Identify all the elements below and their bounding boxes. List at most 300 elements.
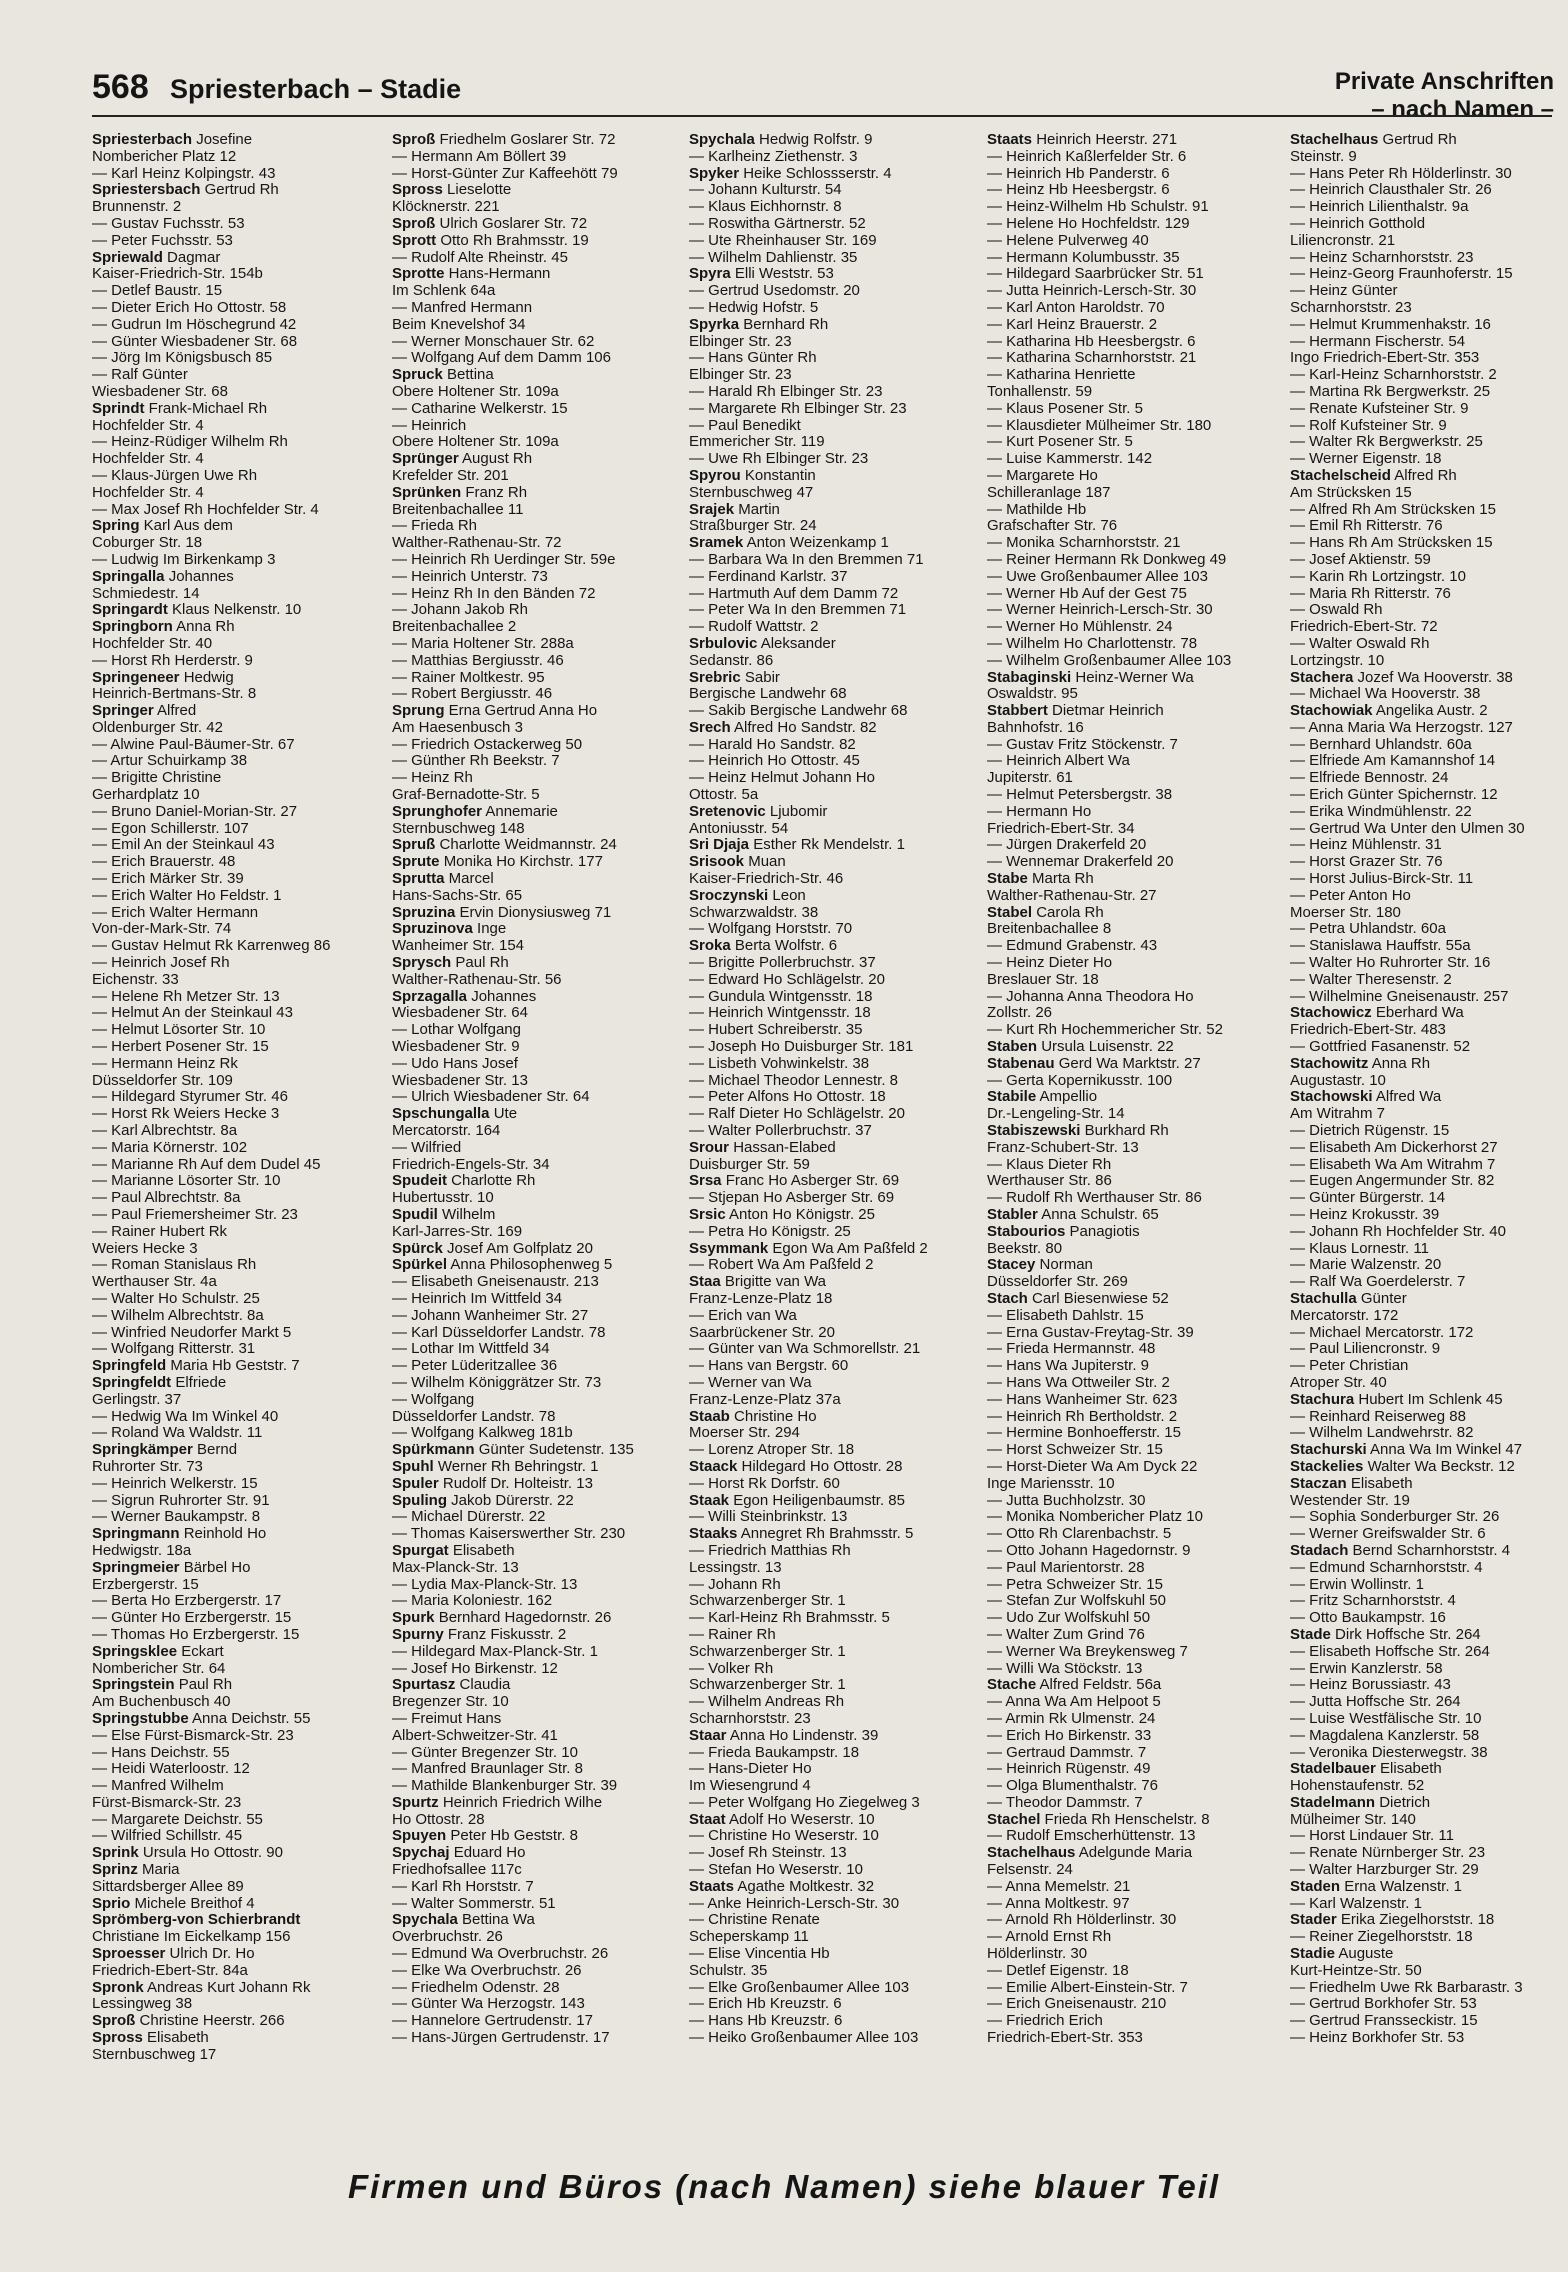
directory-entry <box>92 1022 384 1039</box>
entry-surname: Spross <box>392 181 443 199</box>
entry-text: Anna Wa Im Winkel 47 <box>1370 1441 1523 1459</box>
entry-text: Mercatorstr. 172 <box>1290 1306 1399 1324</box>
entry-text: Ursula Luisenstr. 22 <box>1041 1038 1174 1056</box>
directory-entry <box>392 1845 684 1862</box>
directory-entry <box>92 367 384 384</box>
directory-entry <box>1290 1375 1568 1392</box>
entry-text: Inge <box>477 920 507 938</box>
directory-entry <box>92 989 384 1006</box>
entry-text: Elisabeth <box>452 1541 515 1559</box>
section-title-line2: – nach Namen – <box>1371 96 1554 123</box>
directory-entry <box>987 1392 1279 1409</box>
entry-text: — Heinz Borussiastr. 43 <box>1290 1676 1451 1694</box>
entry-text: — Stefan Zur Wolfskuhl 50 <box>987 1592 1166 1610</box>
directory-entry <box>689 1560 981 1577</box>
entry-text: — Monika Scharnhorststr. 21 <box>987 534 1181 552</box>
directory-entry <box>1290 1257 1568 1274</box>
directory-entry <box>689 518 981 535</box>
entry-surname: Springeneer <box>92 668 180 686</box>
entry-text: Elfriede <box>175 1373 227 1391</box>
entry-text: Charlotte Weidmannstr. 24 <box>439 836 617 854</box>
directory-entry <box>987 434 1279 451</box>
entry-text: — Heinrich Kaßlerfelder Str. 6 <box>987 147 1187 165</box>
entry-text: — Rolf Kufsteiner Str. 9 <box>1290 416 1447 434</box>
directory-entry <box>987 837 1279 854</box>
directory-entry <box>689 1022 981 1039</box>
entry-text: — Erna Gustav-Freytag-Str. 39 <box>987 1323 1194 1341</box>
entry-text: Walther-Rathenau-Str. 27 <box>987 886 1157 904</box>
entry-surname: Staak <box>689 1491 730 1509</box>
directory-entry <box>392 2030 684 2047</box>
directory-entry <box>392 921 684 938</box>
entry-text: Friedhelm Goslarer Str. 72 <box>439 132 616 148</box>
entry-text: — Peter Alfons Ho Ottostr. 18 <box>689 1088 886 1106</box>
directory-entry <box>392 1476 684 1493</box>
entry-text: — Anke Heinrich-Lersch-Str. 30 <box>689 1894 900 1912</box>
entry-text: — Klaus-Jürgen Uwe Rh <box>92 466 258 484</box>
directory-entry <box>987 1677 1279 1694</box>
entry-text: Gerd Wa Marktstr. 27 <box>1058 1054 1201 1072</box>
entry-text: — Detlef Eigenstr. 18 <box>987 1961 1129 1979</box>
directory-entry <box>1290 737 1568 754</box>
entry-surname: Srour <box>689 1138 730 1156</box>
entry-text: Heinrich Friedrich Wilhe <box>442 1793 603 1811</box>
entry-text: — Sophia Sonderburger Str. 26 <box>1290 1508 1500 1526</box>
entry-text: Agathe Moltkestr. 32 <box>737 1877 875 1895</box>
directory-entry <box>1290 1627 1568 1644</box>
entry-text: Klaus Nelkenstr. 10 <box>172 601 302 619</box>
entry-text: Marcel <box>448 870 494 888</box>
entry-surname: Spurk <box>392 1609 435 1627</box>
directory-entry <box>92 2013 384 2030</box>
entry-text: Elisabeth <box>1350 1474 1413 1492</box>
entry-surname: Sprutta <box>392 870 445 888</box>
entry-text: Mülheimer Str. 140 <box>1290 1810 1416 1828</box>
entry-text: Panagiotis <box>1069 1222 1140 1240</box>
entry-text: Alfred Rh <box>1394 466 1457 484</box>
entry-text: — Christine Ho Weserstr. 10 <box>689 1827 879 1845</box>
directory-entry <box>92 334 384 351</box>
entry-surname: Stabile <box>987 1088 1037 1106</box>
entry-text: Norman <box>1039 1256 1093 1274</box>
entry-text: Walther-Rathenau-Str. 56 <box>392 970 562 988</box>
directory-entry <box>987 182 1279 199</box>
directory-entry <box>987 1341 1279 1358</box>
entry-text: Gerlingstr. 37 <box>92 1390 182 1408</box>
entry-text: Aleksander <box>760 634 836 652</box>
directory-entry <box>392 569 684 586</box>
directory-entry <box>1290 1106 1568 1123</box>
entry-text: Christiane Im Eickelkamp 156 <box>92 1928 291 1946</box>
directory-entry <box>689 1845 981 1862</box>
entry-text: Schilleranlage 187 <box>987 483 1111 501</box>
entry-text: Alfred Wa <box>1375 1088 1442 1106</box>
directory-entry <box>392 1173 684 1190</box>
directory-entry <box>392 1241 684 1258</box>
entry-text: — Klaus Dieter Rh <box>987 1155 1112 1173</box>
directory-entry <box>987 1879 1279 1896</box>
entry-text: Martin <box>738 500 780 518</box>
directory-entry <box>689 1106 981 1123</box>
directory-entry <box>92 1778 384 1795</box>
entry-text: — Elke Wa Overbruchstr. 26 <box>392 1961 582 1979</box>
entry-text: Elbinger Str. 23 <box>689 366 792 384</box>
entry-surname: Springborn <box>92 618 173 636</box>
directory-entry <box>987 670 1279 687</box>
directory-entry <box>1290 266 1568 283</box>
entry-text: Emmericher Str. 119 <box>689 433 825 451</box>
entry-text: Antoniusstr. 54 <box>689 819 789 837</box>
entry-text: Augustastr. 10 <box>1290 1071 1386 1089</box>
entry-surname: Staden <box>1290 1877 1341 1895</box>
entry-text: — Friedhelm Odenstr. 28 <box>392 1978 560 1996</box>
directory-entry <box>689 1073 981 1090</box>
entry-text: — Walter Zum Grind 76 <box>987 1625 1145 1643</box>
entry-text: Schmiedestr. 14 <box>92 584 200 602</box>
entry-text: — Paul Liliencronstr. 9 <box>1290 1340 1441 1358</box>
directory-entry <box>1290 1929 1568 1946</box>
directory-entry <box>392 1392 684 1409</box>
entry-surname: Staab <box>689 1407 730 1425</box>
entry-text: Zollstr. 26 <box>987 1004 1053 1022</box>
entry-text: Jozef Wa Hooverstr. 38 <box>1357 668 1513 686</box>
entry-surname: Sprio <box>92 1894 131 1912</box>
directory-entry <box>1290 300 1568 317</box>
entry-text: — Karl Heinz Kolpingstr. 43 <box>92 164 276 182</box>
entry-text: — Elisabeth Hoffsche Str. 264 <box>1290 1642 1490 1660</box>
entry-surname: Stachelscheid <box>1290 466 1391 484</box>
directory-entry <box>92 1661 384 1678</box>
entry-text: — Frieda Rh <box>392 517 478 535</box>
entry-text: — Margarete Deichstr. 55 <box>92 1810 263 1828</box>
entry-text: Franz-Lenze-Platz 18 <box>689 1289 833 1307</box>
entry-surname: Stackelies <box>1290 1457 1364 1475</box>
entry-text: — Helmut Petersbergstr. 38 <box>987 786 1173 804</box>
entry-surname: Sproesser <box>92 1945 166 1963</box>
entry-text: Alfred <box>157 702 197 720</box>
entry-text: Anna Rh <box>1371 1054 1431 1072</box>
directory-entry <box>392 1089 684 1106</box>
directory-entry <box>392 468 684 485</box>
directory-entry <box>689 149 981 166</box>
directory-entry <box>1290 166 1568 183</box>
directory-entry <box>987 1745 1279 1762</box>
entry-text: — Heinz Krokusstr. 39 <box>1290 1206 1440 1223</box>
entry-surname: Stacey <box>987 1256 1036 1274</box>
directory-entry <box>689 2030 981 2047</box>
directory-entry <box>92 166 384 183</box>
directory-entry <box>392 1929 684 1946</box>
entry-surname: Springer <box>92 702 154 720</box>
directory-entry <box>987 1929 1279 1946</box>
entry-text: Friedrich-Engels-Str. 34 <box>392 1155 550 1173</box>
entry-surname: Staa <box>689 1273 721 1291</box>
directory-entry <box>1290 485 1568 502</box>
entry-text: Ingo Friedrich-Ebert-Str. 353 <box>1290 349 1480 367</box>
directory-entry <box>392 1980 684 1997</box>
entry-text: — Rudolf Wattstr. 2 <box>689 618 819 636</box>
entry-surname: Srbulovic <box>689 634 758 652</box>
entry-text: — Paul Albrechtstr. 8a <box>92 1189 241 1207</box>
directory-entry <box>987 1224 1279 1241</box>
directory-entry <box>392 1341 684 1358</box>
directory-entry <box>92 1442 384 1459</box>
entry-text: Ulrich Dr. Ho <box>169 1945 255 1963</box>
entry-text: Hildegard Ho Ottostr. 28 <box>741 1457 903 1475</box>
directory-entry <box>92 401 384 418</box>
entry-text: Ampellio <box>1039 1088 1098 1106</box>
directory-entry <box>987 250 1279 267</box>
directory-entry <box>392 552 684 569</box>
entry-text: — Heiko Großenbaumer Allee 103 <box>689 2029 919 2047</box>
directory-entry <box>1290 703 1568 720</box>
directory-entry <box>92 283 384 300</box>
directory-entry <box>689 1140 981 1157</box>
entry-text: — Peter Fuchsstr. 53 <box>92 231 233 249</box>
entry-text: — Günter Bürgerstr. 14 <box>1290 1189 1446 1207</box>
entry-text: — Karin Rh Lortzingstr. 10 <box>1290 567 1466 585</box>
entry-text: Obere Holtener Str. 109a <box>392 433 559 451</box>
directory-entry <box>987 1425 1279 1442</box>
entry-text: Schwarzenberger Str. 1 <box>689 1642 846 1660</box>
entry-text: Hohenstaufenstr. 52 <box>1290 1777 1425 1795</box>
directory-entry <box>987 1190 1279 1207</box>
entry-text: Dagmar <box>167 248 221 266</box>
directory-entry <box>392 1879 684 1896</box>
directory-entry <box>987 367 1279 384</box>
directory-entry <box>92 132 384 149</box>
entry-text: Wiesbadener Str. 13 <box>392 1071 528 1089</box>
entry-text: Elisabeth <box>1380 1760 1442 1778</box>
directory-entry <box>392 418 684 435</box>
directory-entry <box>1290 586 1568 603</box>
directory-entry <box>689 821 981 838</box>
entry-text: Hochfelder Str. 4 <box>92 416 204 434</box>
entry-text: — Elisabeth Gneisenaustr. 213 <box>392 1273 599 1291</box>
entry-surname: Springkämper <box>92 1441 193 1459</box>
entry-text: — Mathilde Hb <box>987 500 1087 518</box>
entry-text: — Ralf Dieter Ho Schlägelstr. 20 <box>689 1105 905 1123</box>
entry-text: — Heinrich Clausthaler Str. 26 <box>1290 181 1492 199</box>
entry-text: — Friedrich Erich <box>987 2012 1103 2030</box>
entry-text: — Petra Schweizer Str. 15 <box>987 1575 1163 1593</box>
entry-text: — Oswald Rh <box>1290 601 1383 619</box>
entry-text: — Margarete Ho <box>987 466 1098 484</box>
entry-text: — Heinz Rh <box>392 769 473 787</box>
directory-entry <box>689 1946 981 1963</box>
entry-text: — Winfried Neudorfer Markt 5 <box>92 1323 292 1341</box>
entry-text: — Wilhelm Ho Charlottenstr. 78 <box>987 634 1198 652</box>
entry-text: — Detlef Baustr. 15 <box>92 282 223 300</box>
directory-entry <box>392 1257 684 1274</box>
entry-text: — Stanislawa Hauffstr. 55a <box>1290 937 1471 955</box>
directory-entry <box>689 703 981 720</box>
entry-text: Otto Rh Brahmsstr. 19 <box>440 231 589 249</box>
entry-text: — Karl-Heinz Rh Brahmsstr. 5 <box>689 1609 890 1627</box>
directory-entry <box>987 1274 1279 1291</box>
entry-text: — Heinrich Ho Ottostr. 45 <box>689 752 860 770</box>
directory-entry <box>1290 1694 1568 1711</box>
directory-entry <box>92 1980 384 1997</box>
entry-text: — Wilhelmine Gneisenaustr. 257 <box>1290 987 1509 1005</box>
directory-entry <box>92 1929 384 1946</box>
directory-entry <box>987 1980 1279 1997</box>
directory-entry <box>689 535 981 552</box>
entry-text: Sternbuschweg 47 <box>689 483 814 501</box>
entry-text: — Horst-Dieter Wa Am Dyck 22 <box>987 1457 1198 1475</box>
entry-text: — Josef Aktienstr. 59 <box>1290 550 1431 568</box>
entry-text: Johannes <box>471 987 537 1005</box>
entry-text: — Hans Deichstr. 55 <box>92 1743 230 1761</box>
entry-text: — Hedwig Wa Im Winkel 40 <box>92 1407 279 1425</box>
entry-text: — Hermann Fischerstr. 54 <box>1290 332 1466 350</box>
directory-entry <box>92 1996 384 2013</box>
entry-text: — Alfred Rh Am Strücksken 15 <box>1290 500 1496 518</box>
directory-entry <box>987 1022 1279 1039</box>
entry-text: — Lothar Wolfgang <box>392 1021 521 1039</box>
entry-text: — Jutta Heinrich-Lersch-Str. 30 <box>987 282 1197 300</box>
entry-text: — Karl Rh Horststr. 7 <box>392 1877 534 1895</box>
entry-text: Ljubomir <box>769 802 828 820</box>
entry-text: Beim Knevelshof 34 <box>392 315 526 333</box>
entry-text: Christine Ho <box>734 1407 817 1425</box>
entry-text: — Herbert Posener Str. 15 <box>92 1038 269 1056</box>
entry-surname: Springardt <box>92 601 168 619</box>
directory-entry <box>987 1459 1279 1476</box>
entry-surname: Srebric <box>689 668 741 686</box>
entry-text: — Wilhelm Albrechtstr. 8a <box>92 1306 264 1324</box>
directory-entry <box>92 653 384 670</box>
directory-entry <box>987 804 1279 821</box>
entry-text: — Gustav Helmut Rk Karrenweg 86 <box>92 937 331 955</box>
directory-entry <box>1290 1946 1568 1963</box>
directory-entry <box>1290 720 1568 737</box>
entry-text: — Rudolf Emscherhüttenstr. 13 <box>987 1827 1196 1845</box>
entry-text: Monika Ho Kirchstr. 177 <box>443 853 603 871</box>
entry-surname: Srsa <box>689 1172 722 1190</box>
entry-surname: Spruzina <box>392 903 456 921</box>
entry-text: — Edmund Grabenstr. 43 <box>987 937 1158 955</box>
directory-entry <box>1290 1577 1568 1594</box>
directory-entry <box>689 1745 981 1762</box>
entry-text: Paul Rh <box>178 1676 233 1694</box>
entry-surname: Springstubbe <box>92 1709 189 1727</box>
directory-entry <box>92 770 384 787</box>
entry-text: — Werner Baukampstr. 8 <box>92 1508 261 1526</box>
entry-text: — Heinrich Im Wittfeld 34 <box>392 1289 563 1307</box>
entry-surname: Sprinz <box>92 1861 138 1879</box>
directory-entry <box>987 1912 1279 1929</box>
entry-text: — Hermann Kolumbusstr. 35 <box>987 248 1180 266</box>
entry-text: Bregenzer Str. 10 <box>392 1693 509 1711</box>
entry-text: Erna Walzenstr. 1 <box>1344 1877 1463 1895</box>
directory-entry <box>1290 1644 1568 1661</box>
entry-surname: Stabaginski <box>987 668 1072 686</box>
entry-surname: Stachura <box>1290 1390 1355 1408</box>
directory-entry <box>689 1274 981 1291</box>
column-3 <box>689 132 981 2132</box>
entry-text: — Arnold Rh Hölderlinstr. 30 <box>987 1911 1177 1929</box>
directory-entry <box>689 804 981 821</box>
entry-text: Bernhard Hagedornstr. 26 <box>438 1609 612 1627</box>
directory-entry <box>92 1257 384 1274</box>
directory-entry <box>92 569 384 586</box>
directory-entry <box>987 1073 1279 1090</box>
directory-entry <box>1290 1812 1568 1829</box>
entry-text: Bärbel Ho <box>183 1558 251 1576</box>
entry-text: — Lothar Im Wittfeld 34 <box>392 1340 550 1358</box>
directory-entry <box>92 1274 384 1291</box>
directory-entry <box>392 1761 684 1778</box>
entry-surname: Sprute <box>392 853 440 871</box>
entry-text: — Monika Nombericher Platz 10 <box>987 1508 1203 1526</box>
directory-entry <box>987 1140 1279 1157</box>
entry-text: Josef Am Golfplatz 20 <box>447 1239 593 1257</box>
entry-text: — Günther Rh Beekstr. 7 <box>392 752 560 770</box>
directory-entry <box>1290 502 1568 519</box>
entry-text: — Brigitte Christine <box>92 769 222 787</box>
entry-text: — Theodor Dammstr. 7 <box>987 1793 1143 1811</box>
column-1 <box>92 132 384 2132</box>
entry-surname: Spürck <box>392 1239 443 1257</box>
entry-text: — Peter Wolfgang Ho Ziegelweg 3 <box>689 1793 920 1811</box>
directory-entry <box>392 703 684 720</box>
directory-entry <box>689 1912 981 1929</box>
entry-text: Anna Philosophenweg 5 <box>450 1256 613 1274</box>
directory-entry <box>1290 535 1568 552</box>
entry-text: Anna Deichstr. 55 <box>192 1709 311 1727</box>
entry-text: — Matthias Bergiusstr. 46 <box>392 651 564 669</box>
entry-text: — Hans Hb Kreuzstr. 6 <box>689 2012 843 2030</box>
entry-text: Bernd Scharnhorststr. 4 <box>1352 1541 1511 1559</box>
directory-entry <box>392 670 684 687</box>
entry-text: — Thomas Ho Erzbergerstr. 15 <box>92 1625 300 1643</box>
entry-text: — Helene Ho Hochfeldstr. 129 <box>987 214 1190 232</box>
entry-text: Nombericher Platz 12 <box>92 147 237 165</box>
entry-text: — Renate Nürnberger Str. 23 <box>1290 1844 1486 1862</box>
directory-entry <box>987 1493 1279 1510</box>
directory-entry <box>392 485 684 502</box>
entry-text: — Manfred Hermann <box>392 298 533 316</box>
entry-text: Friedrich-Ebert-Str. 72 <box>1290 618 1438 636</box>
entry-text: Heinz-Werner Wa <box>1075 668 1194 686</box>
directory-entry <box>987 1106 1279 1123</box>
entry-text: Brigitte van Wa <box>724 1273 827 1291</box>
entry-text: — Veronika Diesterwegstr. 38 <box>1290 1743 1488 1761</box>
directory-entry <box>987 418 1279 435</box>
directory-entry <box>1290 955 1568 972</box>
entry-text: Muan <box>748 853 786 871</box>
directory-entry <box>689 1341 981 1358</box>
entry-text: — Jutta Hoffsche Str. 264 <box>1290 1693 1461 1711</box>
entry-text: — Peter Anton Ho <box>1290 886 1411 904</box>
directory-entry <box>1290 1022 1568 1039</box>
directory-entry <box>92 1140 384 1157</box>
entry-text: Wilhelm <box>442 1206 496 1223</box>
entry-text: — Stjepan Ho Asberger Str. 69 <box>689 1189 895 1207</box>
entry-text: Breitenbachallee 11 <box>392 500 524 518</box>
entry-text: Kaiser-Friedrich-Str. 154b <box>92 265 263 283</box>
entry-text: Atroper Str. 40 <box>1290 1373 1387 1391</box>
directory-entry <box>1290 1140 1568 1157</box>
directory-entry <box>92 1291 384 1308</box>
entry-text: Scharnhorststr. 23 <box>1290 298 1412 316</box>
directory-entry <box>987 1123 1279 1140</box>
entry-surname: Staczan <box>1290 1474 1347 1492</box>
directory-entry <box>987 1308 1279 1325</box>
directory-entry <box>689 569 981 586</box>
directory-entry <box>987 1812 1279 1829</box>
